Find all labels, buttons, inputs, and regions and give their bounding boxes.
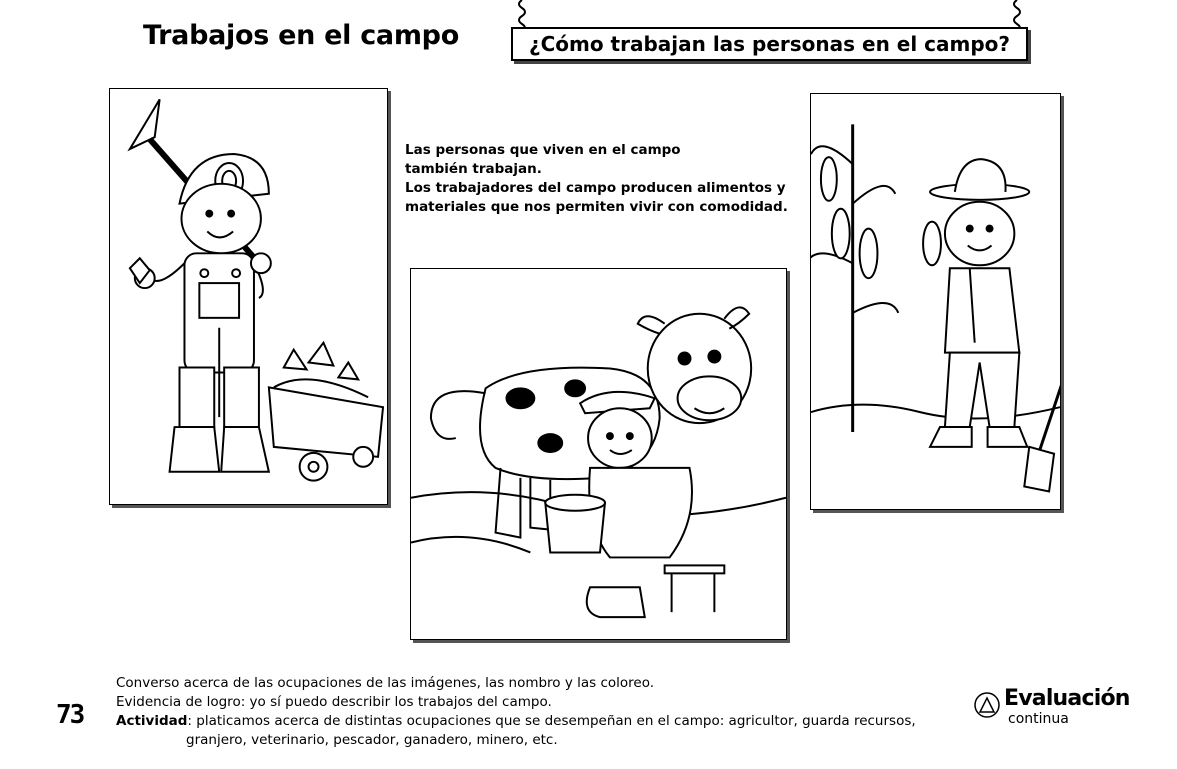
- footer-line-2: Evidencia de logro: yo sí puedo describir los trabajos del campo.: [116, 694, 552, 710]
- intro-text: [405, 141, 788, 217]
- cow-drawing-icon: [411, 269, 786, 639]
- evaluation-logo-icon: [972, 690, 1002, 720]
- page-title: Trabajos en el campo: [143, 20, 459, 51]
- intro-line-2: también trabajan.: [405, 161, 542, 177]
- milking-illustration: [410, 268, 787, 640]
- intro-line-4: materiales que nos permiten vivir con comodidad.: [405, 199, 788, 215]
- miner-drawing-icon: [110, 89, 387, 504]
- intro-line-3: Los trabajadores del campo producen alimentos y: [405, 180, 786, 196]
- corn-farmer-illustration: [810, 93, 1061, 510]
- footer-activity: [116, 712, 916, 731]
- footer-line-1: Converso acerca de las ocupaciones de las imágenes, las nombro y las coloreo.: [116, 675, 655, 691]
- activity-continuation: granjero, veterinario, pescador, ganadero, minero, etc.: [186, 732, 558, 748]
- badge-subtitle: continua: [1008, 711, 1069, 727]
- activity-label: Actividad: [116, 713, 188, 729]
- activity-text: : platicamos acerca de distintas ocupaciones que se desempeñan en el campo: agricultor, guarda recursos,: [187, 713, 916, 729]
- intro-line-1: Las personas que viven en el campo: [405, 142, 681, 158]
- farmer-drawing-icon: [811, 94, 1060, 509]
- evaluation-badge: [972, 686, 1130, 730]
- badge-title: Evaluación: [1004, 686, 1130, 711]
- miner-illustration: [109, 88, 388, 505]
- page-number: 73: [56, 700, 84, 730]
- question-sign: ¿Cómo trabajan las personas en el campo?: [511, 27, 1028, 61]
- footer-notes: [116, 674, 916, 750]
